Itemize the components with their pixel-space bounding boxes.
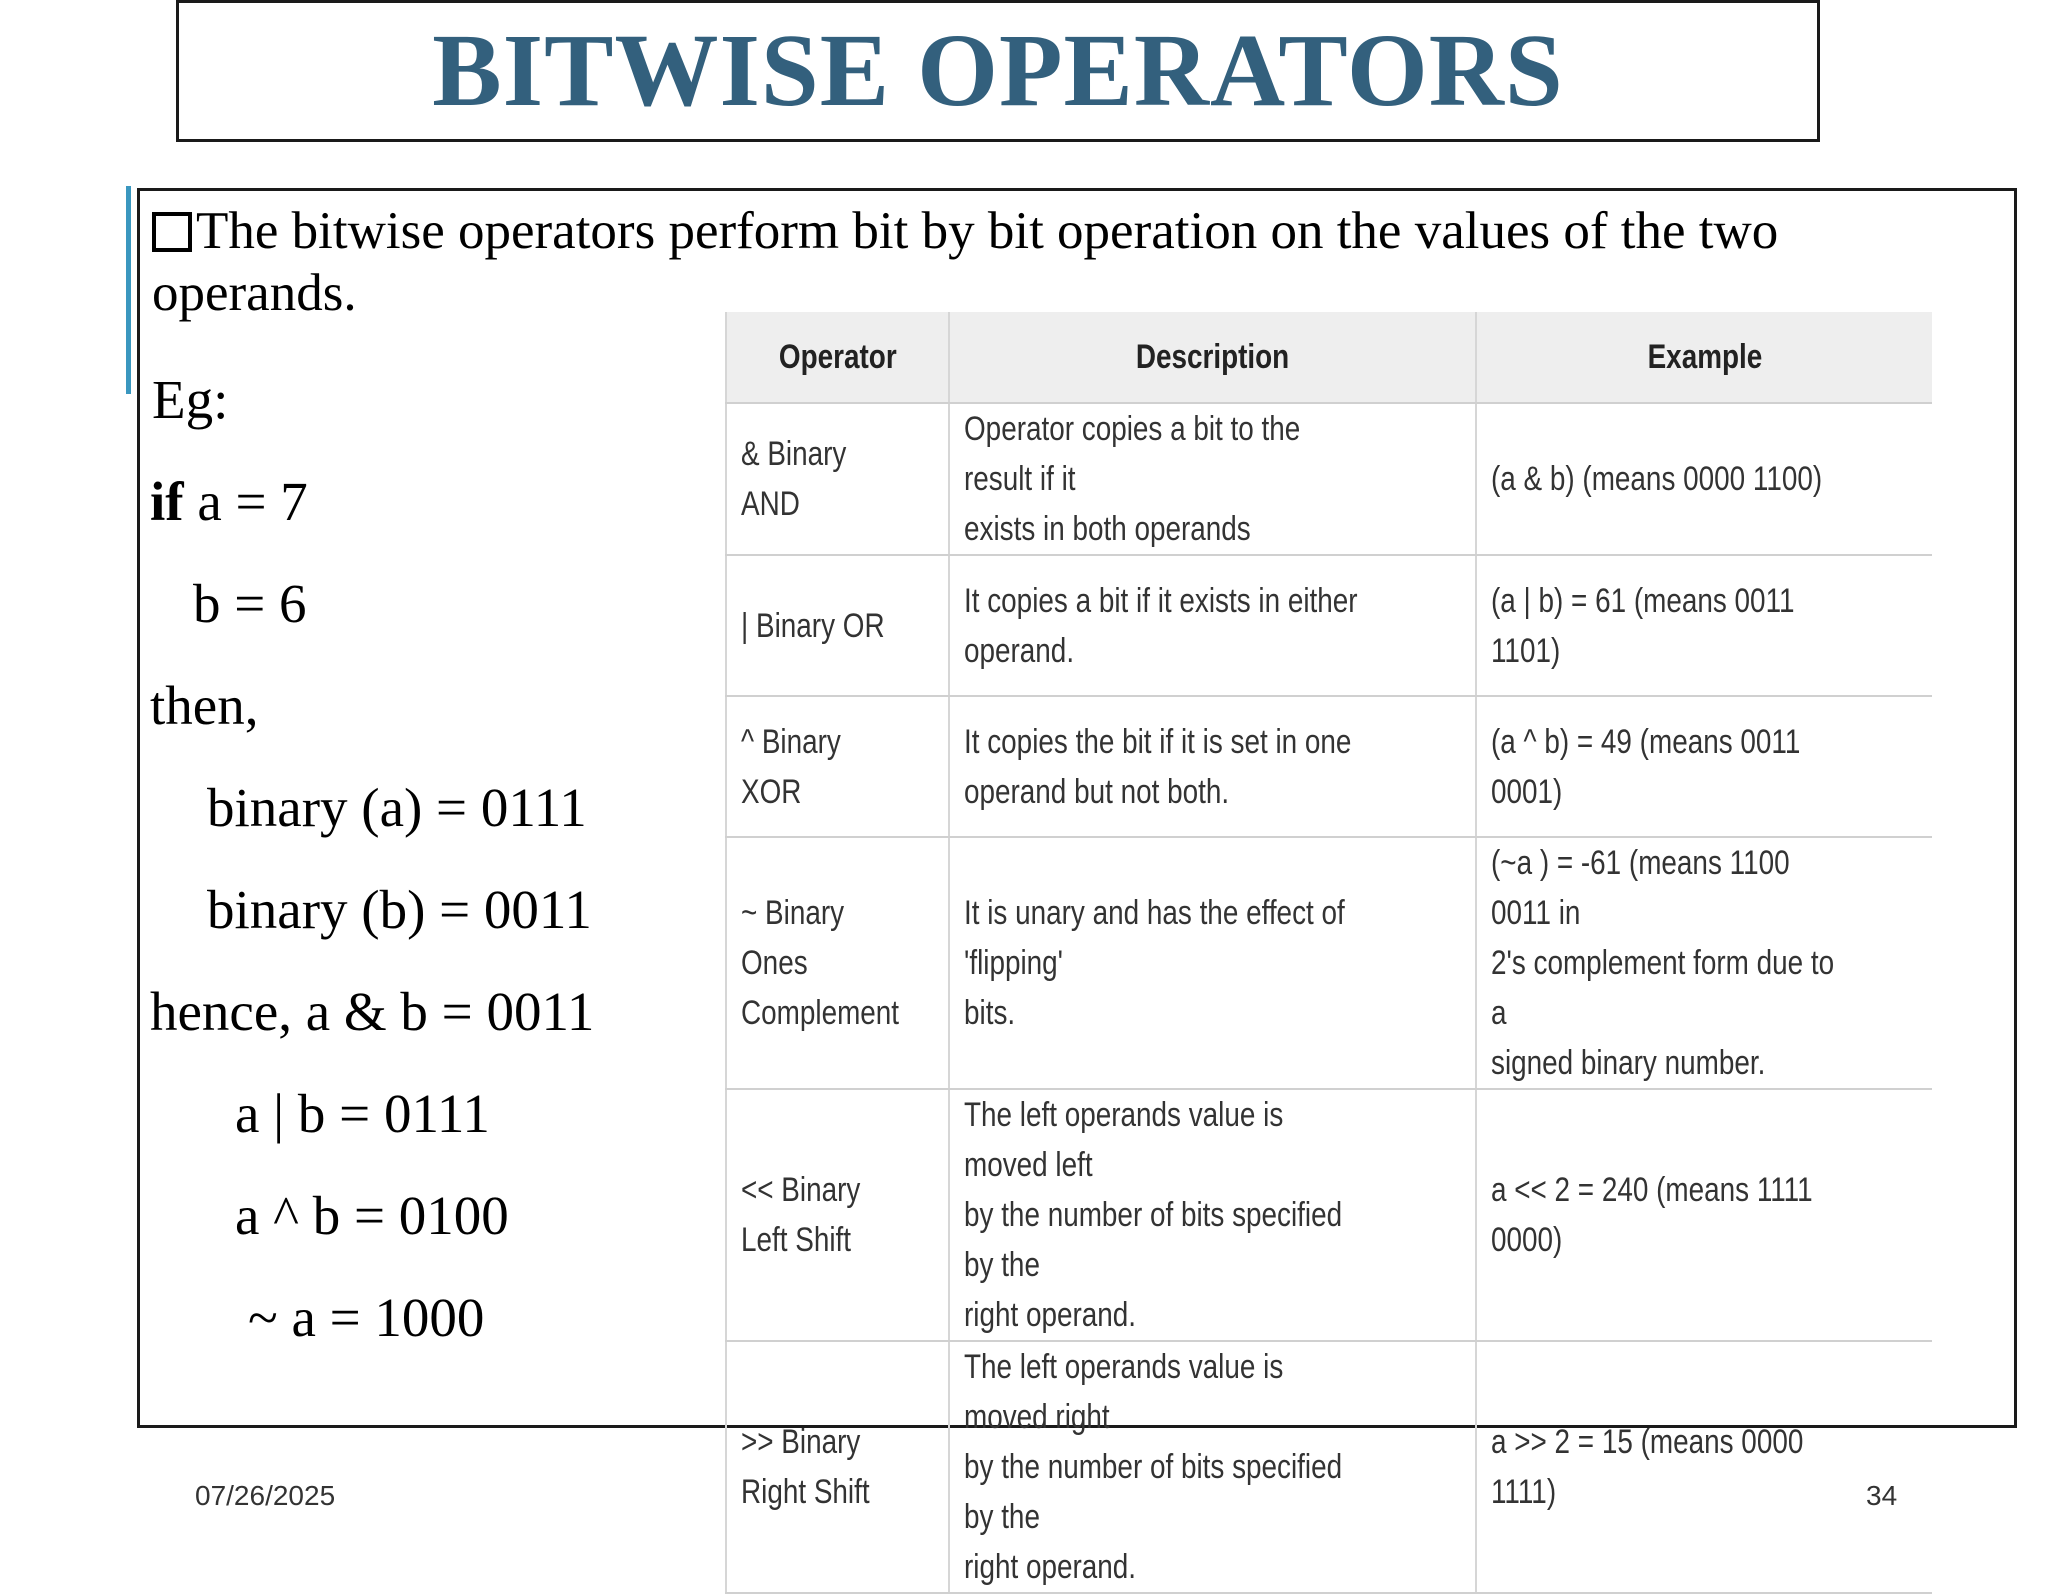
cell-operator: ~ Binary Ones Complement — [726, 837, 949, 1089]
cell-description: The left operands value is moved right by the number of bits specified by the right operand. — [949, 1341, 1476, 1593]
cell-operator: >> Binary Right Shift — [726, 1341, 949, 1593]
b-assignment: b = 6 — [193, 573, 307, 634]
cell-example: (a ^ b) = 49 (means 0011 0001) — [1476, 696, 1932, 837]
cell-operator: | Binary OR — [726, 555, 949, 696]
table-row — [726, 555, 1932, 696]
footer-date: 07/26/2025 — [195, 1480, 336, 1511]
cell-example: (~a ) = -61 (means 1100 0011 in 2's complement form due to a signed binary number. — [1476, 837, 1932, 1089]
table-row — [726, 1341, 1932, 1593]
xor-result-line: a ^ b = 0100 — [235, 1185, 509, 1246]
cell-example: a << 2 = 240 (means 1111 0000) — [1476, 1089, 1932, 1341]
cell-example: (a & b) (means 0000 1100) — [1476, 403, 1932, 555]
then-label: then, — [150, 675, 259, 736]
cell-description: It copies a bit if it exists in either operand. — [949, 555, 1476, 696]
binary-b-line: binary (b) = 0011 — [207, 879, 592, 940]
cell-example: a >> 2 = 15 (means 0000 1111) — [1476, 1341, 1932, 1593]
table-row — [726, 837, 1932, 1089]
intro-paragraph — [152, 200, 1932, 324]
accent-bar — [126, 186, 131, 394]
binary-a-line: binary (a) = 0111 — [207, 777, 587, 838]
header-description: Description — [949, 312, 1476, 403]
slide-title: BITWISE OPERATORS — [432, 13, 1564, 128]
operators-table — [725, 312, 1932, 1594]
or-result-line: a | b = 0111 — [235, 1083, 490, 1144]
cell-operator: & Binary AND — [726, 403, 949, 555]
table-header-row — [726, 312, 1932, 403]
table-row — [726, 403, 1932, 555]
table-row — [726, 1089, 1932, 1341]
and-result-line: hence, a & b = 0011 — [150, 981, 595, 1042]
page-number: 34 — [1866, 1480, 1898, 1511]
cell-description: The left operands value is moved left by the number of bits specified by the right operand. — [949, 1089, 1476, 1341]
cell-description: Operator copies a bit to the result if it exists in both operands — [949, 403, 1476, 555]
if-keyword: if — [150, 471, 184, 532]
if-line — [150, 471, 308, 532]
cell-example: (a | b) = 61 (means 0011 1101) — [1476, 555, 1932, 696]
title-box — [176, 0, 1820, 142]
not-result-line: ~ a = 1000 — [248, 1287, 485, 1348]
cell-operator: ^ Binary XOR — [726, 696, 949, 837]
if-assignment: a = 7 — [183, 471, 308, 532]
header-example: Example — [1476, 312, 1932, 403]
header-operator: Operator — [726, 312, 949, 403]
eg-label: Eg: — [152, 369, 229, 430]
cell-description: It is unary and has the effect of 'flipping' bits. — [949, 837, 1476, 1089]
checkbox-bullet-icon — [152, 212, 192, 252]
cell-description: It copies the bit if it is set in one operand but not both. — [949, 696, 1476, 837]
intro-text: The bitwise operators perform bit by bit operation on the values of the two operands. — [152, 202, 1779, 322]
cell-operator: << Binary Left Shift — [726, 1089, 949, 1341]
table-row — [726, 696, 1932, 837]
